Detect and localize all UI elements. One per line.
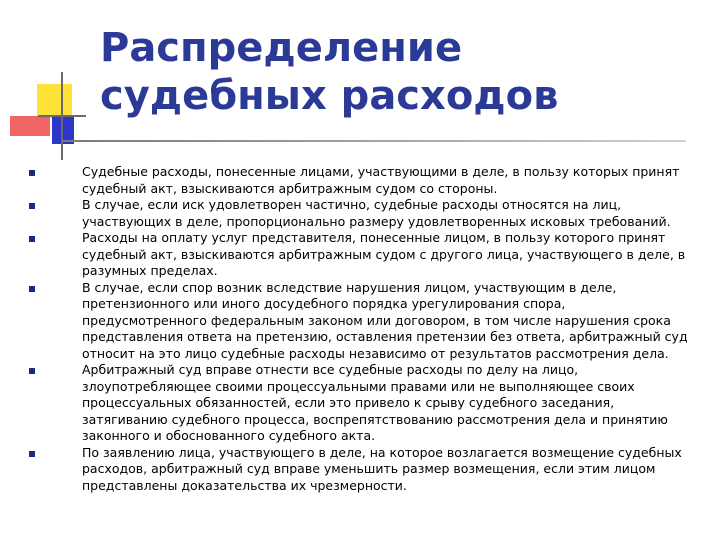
square-bullet-icon: [29, 170, 35, 176]
title-divider: [62, 140, 686, 142]
square-bullet-icon: [29, 203, 35, 209]
square-bullet-icon: [29, 368, 35, 374]
list-item: [26, 445, 694, 495]
list-item-text: Расходы на оплату услуг представителя, понесенные лицом, в пользу которого принят судебный акт, взыскиваются арбитражным судом с другого лица, участвующего в деле, в разумных пределах.: [82, 230, 686, 278]
list-item-text: Судебные расходы, понесенные лицами, участвующими в деле, в пользу которых принят судебный акт, взыскиваются арбитражным судом со стороны.: [82, 164, 680, 196]
list-item-text: В случае, если иск удовлетворен частично, судебные расходы относятся на лиц, участвующих в деле, пропорционально размеру удовлетворенных исковых требований.: [82, 197, 671, 229]
list-item: [26, 164, 694, 197]
list-item: [26, 197, 694, 230]
list-item: [26, 280, 694, 363]
decor-red-square: [10, 116, 50, 136]
list-item-text: В случае, если спор возник вследствие нарушения лицом, участвующим в деле, претензионного или иного досудебного порядка урегулирования спора, предусмотренного федеральным законом или договором, в том числе нарушения срока представления ответа на претензию, оставления претензии без ответа, арбитражный суд относит на это лицо судебные расходы независимо от результатов рассмотрения дела.: [82, 279, 688, 361]
square-bullet-icon: [29, 451, 35, 457]
list-item: [26, 362, 694, 445]
decor-yellow-square: [37, 84, 72, 118]
list-item: [26, 230, 694, 280]
square-bullet-icon: [29, 236, 35, 242]
list-item-text: По заявлению лица, участвующего в деле, на которое возлагается возмещение судебных расходов, арбитражный суд вправе уменьшить размер возмещения, если этим лицом представлены доказательства их чрезмерности.: [82, 444, 682, 493]
list-item-text: Арбитражный суд вправе отнести все судебные расходы по делу на лицо, злоупотребляющее своими процессуальными правами или не выполняющее своих процессуальных обязанностей, если это привело к срыву судебного заседания, затягиванию судебного процесса, воспрепятствованию рассмотрения дела и принятию законного и обоснованного судебного акта.: [82, 362, 668, 443]
decor-horizontal-line: [38, 115, 86, 117]
slide-title: Распределение судебных расходов: [100, 25, 559, 119]
square-bullet-icon: [29, 286, 35, 292]
bullet-list: [26, 164, 694, 494]
